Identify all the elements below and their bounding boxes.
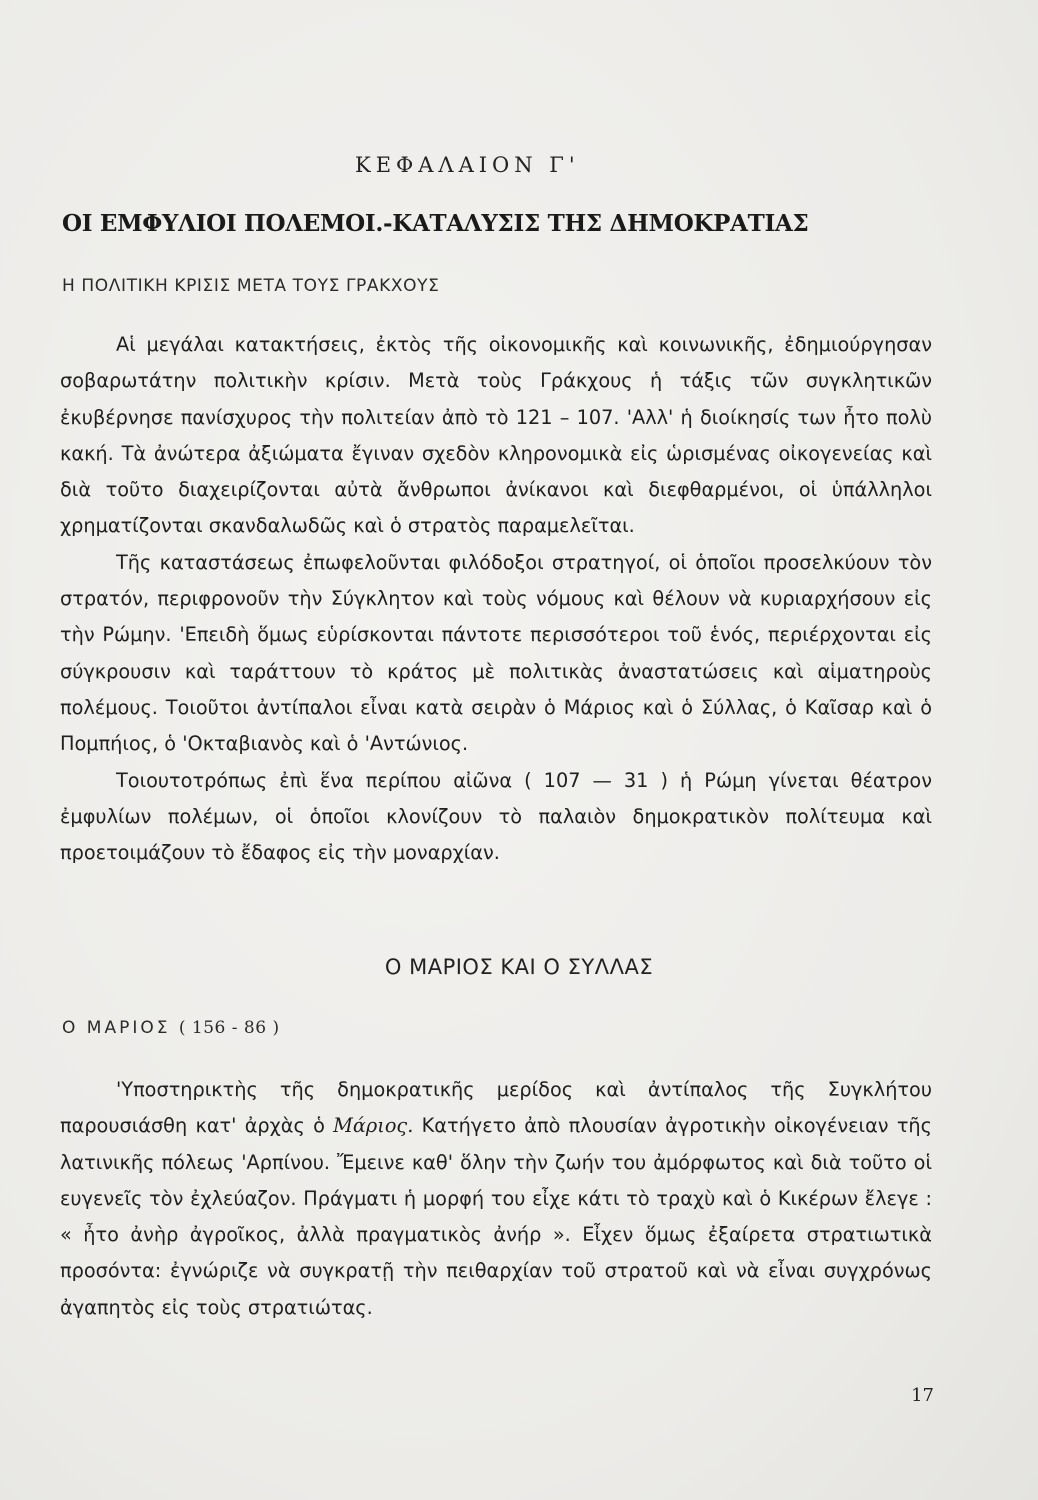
paragraph: Τοιουτοτρόπως ἐπὶ ἕνα περίπου αἰῶνα ( 107 — 31 ) ἡ Ρώμη γίνεται θέατρον ἐμφυλίων πολέμων, οἱ ὁποῖοι κλονίζουν τὸ παλαιὸν δημοκρατικὸν πολίτευμα καὶ προετοιμάζουν τὸ ἔδαφος εἰς τὴν μοναρχίαν. [60, 768, 932, 865]
subsection-title: Ο ΜΑΡΙΟΣ ΚΑΙ Ο ΣΥΛΛΑΣ [384, 955, 654, 979]
paragraph-intro: 'Υποστηρικτὴς τῆς δημοκρατικῆς μερίδος καὶ ἀντίπαλος τῆς Συγκλήτου παρουσιάσθη κατ' ἀρχὰς ὁ [60, 1078, 932, 1138]
section-body [60, 327, 932, 871]
chapter-label: ΚΕΦΑΛΑΙΟΝ Γ' [355, 153, 580, 177]
italic-name: Μάριος. [333, 1114, 414, 1138]
sub-heading [62, 1018, 280, 1038]
paragraph: Τῆς καταστάσεως ἐπωφελοῦνται φιλόδοξοι στρατηγοί, οἱ ὁποῖοι προσελκύουν τὸν στρατόν, περιφρονοῦν τὴν Σύγκλητον καὶ τοὺς νόμους καὶ θέλουν νὰ κυριαρχήσουν εἰς τὴν Ρώμην. 'Επειδὴ ὅμως εὑρίσκονται πάντοτε περισσότεροι τοῦ ἑνός, περιέρχονται εἰς σύγκρουσιν καὶ ταράττουν τὸ κράτος μὲ πολιτικὰς ἀναστατώσεις καὶ αἱματηροὺς πολέμους. Τοιοῦτοι ἀντίπαλοι εἶναι κατὰ σειρὰν ὁ Μάριος καὶ ὁ Σύλλας, ὁ Καῖσαρ καὶ ὁ Πομπήιος, ὁ 'Οκταβιανὸς καὶ ὁ 'Αντώνιος. [60, 550, 932, 756]
paragraph: Αἱ μεγάλαι κατακτήσεις, ἐκτὸς τῆς οἰκονομικῆς καὶ κοινωνικῆς, ἐδημιούργησαν σοβαρωτάτην πολιτικὴν κρίσιν. Μετὰ τοὺς Γράκχους ἡ τάξις τῶν συγκλητικῶν ἐκυβέρνησε πανίσχυρος τὴν πολιτείαν ἀπὸ τὸ 121 – 107. 'Αλλ' ἡ διοίκησίς των ἦτο πολὺ κακή. Τὰ ἀνώτερα ἀξιώματα ἔγιναν σχεδὸν κληρονομικὰ εἰς ὡρισμένας οἰκογενείας καὶ διὰ τοῦτο διαχειρίζονται αὐτὰ ἄνθρωποι ἀνίκανοι καὶ διεφθαρμένοι, οἱ ὑπάλληλοι χρηματίζονται σκανδαλωδῶς καὶ ὁ στρατὸς παραμελεῖται. [60, 333, 932, 538]
page-number: 17 [911, 1385, 934, 1406]
subsection-body [60, 1072, 932, 1326]
sub-heading-name: Ο ΜΑΡΙΟΣ [62, 1018, 171, 1038]
paragraph-rest: Κατήγετο ἀπὸ πλουσίαν ἀγροτικὴν οἰκογένειαν τῆς λατινικῆς πόλεως 'Αρπίνου. Ἔμεινε καθ' ὅλην τὴν ζωήν του ἀμόρφωτος καὶ διὰ τοῦτο οἱ ευγενεῖς τὸν ἐχλεύαζον. Πράγματι ἡ μορφή του εἶχε κάτι τὸ τραχὺ καὶ ὁ Κικέρων ἔλεγε : « ἦτο ἀνὴρ ἀγροῖκος, ἀλλὰ πραγματικὸς ἀνήρ ». Εἶχεν ὅμως ἐξαίρετα στρατιωτικὰ προσόντα: ἐγνώριζε νὰ συγκρατῇ τὴν πειθαρχίαν τοῦ στρατοῦ καὶ νὰ εἶναι συγχρόνως ἀγαπητὸς εἰς τοὺς στρατιώτας. [60, 1114, 932, 1319]
section-title: Η ΠΟΛΙΤΙΚΗ ΚΡΙΣΙΣ ΜΕΤΑ ΤΟΥΣ ΓΡΑΚΧΟΥΣ [62, 276, 440, 296]
paragraph [60, 1072, 932, 1326]
sub-heading-years: ( 156 - 86 ) [178, 1018, 280, 1038]
chapter-title: ΟΙ ΕΜΦΥΛΙΟΙ ΠΟΛΕΜΟΙ.-ΚΑΤΑΛΥΣΙΣ ΤΗΣ ΔΗΜΟΚΡΑΤΙΑΣ [62, 210, 809, 237]
